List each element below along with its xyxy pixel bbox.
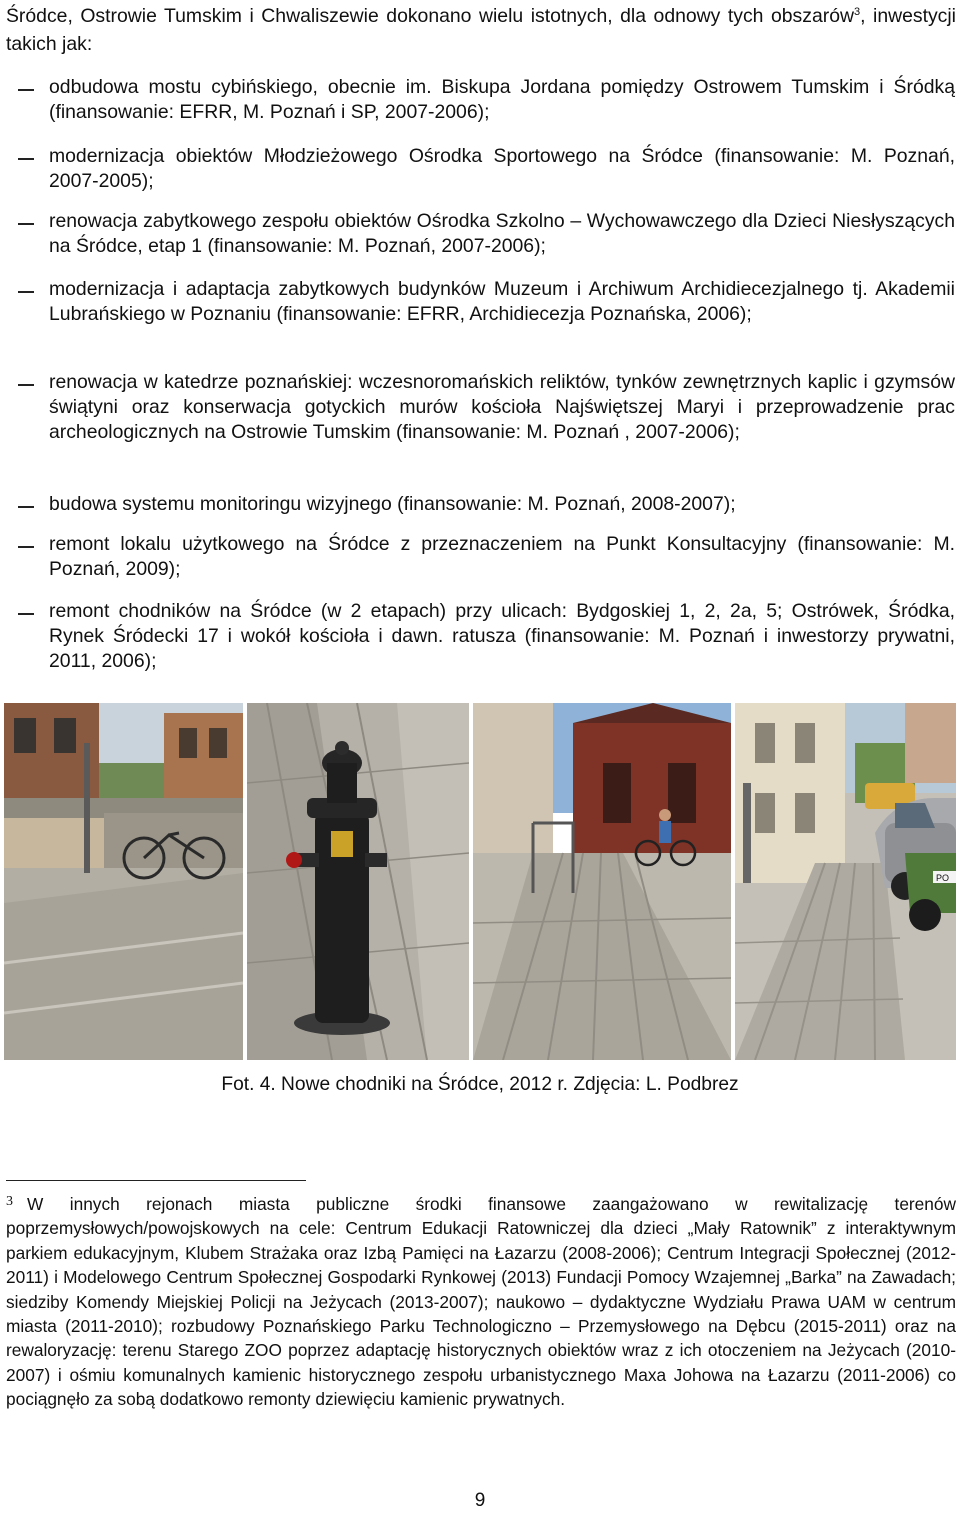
list-item-text: modernizacja i adaptacja zabytkowych budynków Muzeum i Archiwum Archidiecezjalnego tj. Akademii Lubrańskiego w Poznaniu (finansowanie: EFRR, Archidiecezja Poznańska, 2006); xyxy=(49,278,955,325)
footnote xyxy=(6,1190,956,1412)
list-item-text: renowacja w katedrze poznańskiej: wczesnoromańskich reliktów, tynków zewnętrznych kaplic i gzymsów świątyni oraz konserwacja gotyckich murów kościoła Najświętszej Maryi i przeprowadzenie prac archeologicznych na Ostrowie Tumskim (finansowanie: M. Poznań , 2007-2006); xyxy=(49,371,955,443)
dash-bullet xyxy=(18,546,34,548)
footnote-text: W innych rejonach miasta publiczne środki finansowe zaangażowano w rewitalizację terenów poprzemysłowych/powojskowych na cele: Centrum Edukacji Ratowniczej dla dzieci „Mały Ratownik” z interaktywnym parkiem edukacyjnym, Klubem Strażaka oraz Izbą Pamięci na Łazarzu (2008-2006); Centrum Integracji Społecznej (2012-2011) i Modelowego Centrum Społecznej Gospodarki Rynkowej (2013) Fundacji Pomocy Wzajemnej „Barka” na Zawadach; siedziby Komendy Miejskiej Policji na Jeżycach (2013-2007); naukowo – dydaktyczne Wydziału Prawa UAM w centrum miasta (2011-2010); rozbudowy Poznańskiego Parku Technologiczno – Przemysłowego na Dębcu (2015-2011) oraz na rewaloryzację: terenu Starego ZOO poprzez adaptację historycznych obiektów wraz z ich otoczeniem na Jeżycach (2010-2007) i ośmiu komunalnych kamienic historycznego zespołu urbanistycznego Maxa Johowa na Łazarzu (2011-2006) co pociągnęło za sobą dodatkowo remonty dziewięciu kamienic prywatnych. xyxy=(6,1194,956,1410)
photo-fire-hydrant xyxy=(247,703,469,1060)
list-item-text: modernizacja obiektów Młodzieżowego Ośrodka Sportowego na Śródce (finansowanie: M. Poznań, 2007-2005); xyxy=(49,145,955,192)
list-item-text: odbudowa mostu cybińskiego, obecnie im. Biskupa Jordana pomiędzy Ostrowem Tumskim i Śródką (finansowanie: EFRR, M. Poznań i SP, 2007-2006); xyxy=(49,76,955,123)
photo-hydrant-street xyxy=(4,703,243,1060)
list-item-text: remont lokalu użytkowego na Śródce z przeznaczeniem na Punkt Konsultacyjny (finansowanie: M. Poznań, 2009); xyxy=(49,533,955,580)
intro-text-end: , inwestycji takich jak: xyxy=(6,5,956,55)
dash-bullet xyxy=(18,506,34,508)
list-item-text: budowa systemu monitoringu wizyjnego (finansowanie: M. Poznań, 2008-2007); xyxy=(49,493,736,515)
dash-bullet xyxy=(18,613,34,615)
photo-parked-cars xyxy=(735,703,956,1060)
dash-bullet xyxy=(18,158,34,160)
dash-bullet xyxy=(18,89,34,91)
intro-text: Śródce, Ostrowie Tumskim i Chwaliszewie dokonano wielu istotnych, dla odnowy tych obszarów xyxy=(6,5,854,27)
list-item-text: remont chodników na Śródce (w 2 etapach) przy ulicach: Bydgoskiej 1, 2, 2a, 5; Ostrówek, Śródka, Rynek Śródecki 17 i wokół kościoła i dawn. ratusza (finansowanie: M. Poznań i inwestorzy prywatni, 2011, 2006); xyxy=(49,600,955,672)
dash-bullet xyxy=(18,223,34,225)
page-number: 9 xyxy=(474,1490,486,1511)
footnote-reference[interactable]: 3 xyxy=(853,6,861,18)
intro-paragraph xyxy=(6,2,956,58)
footnote-divider xyxy=(6,1180,306,1181)
photo-church-cyclist xyxy=(473,703,731,1060)
photo-strip xyxy=(4,703,956,1060)
photo-caption: Fot. 4. Nowe chodniki na Śródce, 2012 r. Zdjęcia: L. Podbrez xyxy=(221,1074,739,1095)
dash-bullet xyxy=(18,384,34,386)
car-plate-text: PO xyxy=(936,873,950,883)
footnote-number: 3 xyxy=(6,1194,13,1209)
dash-bullet xyxy=(18,291,34,293)
list-item-text: renowacja zabytkowego zespołu obiektów Ośrodka Szkolno – Wychowawczego dla Dzieci Niesłyszących na Śródce, etap 1 (finansowanie: M. Poznań, 2007-2006); xyxy=(49,210,955,257)
